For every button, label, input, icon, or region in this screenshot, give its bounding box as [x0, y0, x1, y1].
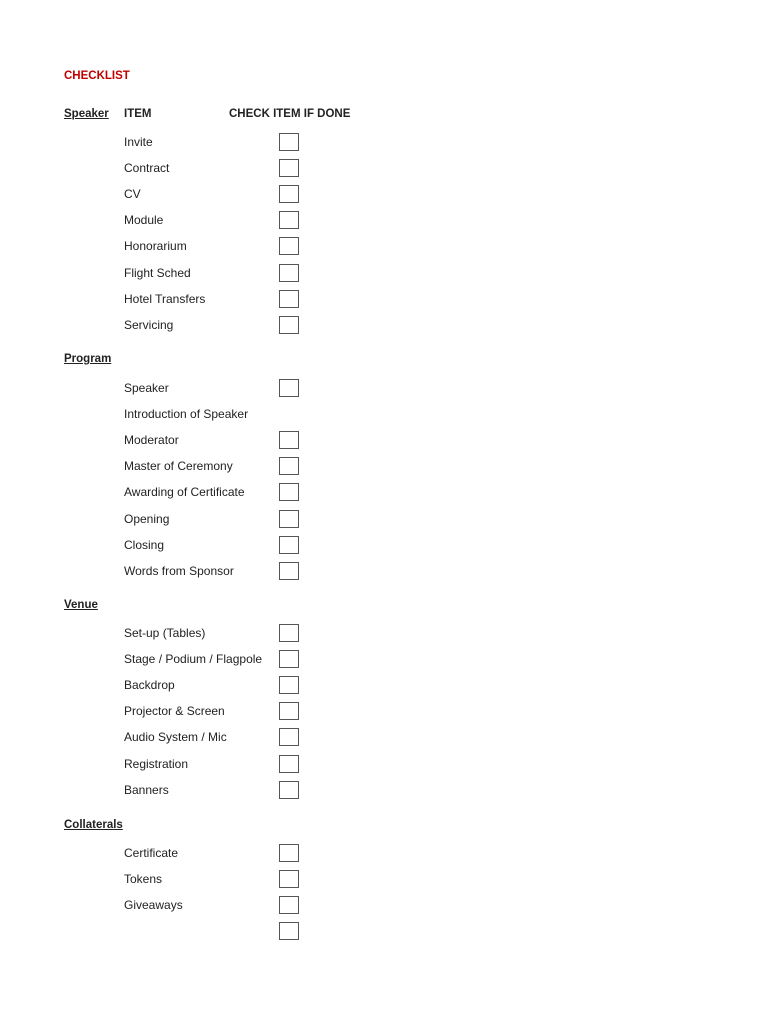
- checklist-item-label: Awarding of Certificate: [124, 485, 245, 499]
- checklist-item-label: Module: [124, 213, 164, 227]
- checklist-row: [0, 160, 768, 186]
- checklist-item-label: Contract: [124, 161, 170, 175]
- checklist-item-label: Giveaways: [124, 898, 183, 912]
- done-checkbox[interactable]: [279, 562, 299, 580]
- checklist-item-label: Invite: [124, 135, 153, 149]
- done-checkbox[interactable]: [279, 483, 299, 501]
- done-checkbox[interactable]: [279, 211, 299, 229]
- checklist-item-label: Certificate: [124, 846, 179, 860]
- checklist-row: [0, 511, 768, 537]
- section-heading-collaterals: Collaterals: [64, 819, 123, 831]
- done-checkbox[interactable]: [279, 379, 299, 397]
- checklist-row: [0, 291, 768, 317]
- checklist-row: [0, 265, 768, 291]
- checklist-item-label: Words from Sponsor: [124, 564, 234, 578]
- done-checkbox[interactable]: [279, 510, 299, 528]
- checklist-item-label: Closing: [124, 538, 165, 552]
- checklist-row: [0, 563, 768, 589]
- item-column-header: ITEM: [124, 108, 152, 120]
- checklist-item-label: Set-up (Tables): [124, 626, 206, 640]
- checklist-item-label: Master of Ceremony: [124, 459, 233, 473]
- done-checkbox[interactable]: [279, 316, 299, 334]
- checklist-row: [0, 871, 768, 897]
- checklist-item-label: Audio System / Mic: [124, 730, 227, 744]
- done-checkbox[interactable]: [279, 431, 299, 449]
- checklist-row: [0, 923, 768, 949]
- done-checkbox[interactable]: [279, 185, 299, 203]
- checklist-item-label: Projector & Screen: [124, 704, 225, 718]
- checklist-item-label: Registration: [124, 757, 189, 771]
- checklist-row: [0, 134, 768, 160]
- checklist-row: [0, 703, 768, 729]
- checklist-item-label: Tokens: [124, 872, 163, 886]
- checklist-row: [0, 186, 768, 212]
- checklist-row: [0, 677, 768, 703]
- checklist-row: [0, 238, 768, 264]
- done-checkbox[interactable]: [279, 781, 299, 799]
- done-checkbox[interactable]: [279, 755, 299, 773]
- done-checkbox[interactable]: [279, 896, 299, 914]
- checklist-item-label: Introduction of Speaker: [124, 407, 249, 421]
- check-column-header: CHECK ITEM IF DONE: [229, 108, 351, 120]
- checklist-item-label: Flight Sched: [124, 266, 191, 280]
- done-checkbox[interactable]: [279, 159, 299, 177]
- checklist-item-label: Moderator: [124, 433, 179, 447]
- done-checkbox[interactable]: [279, 650, 299, 668]
- checklist-row: [0, 317, 768, 343]
- done-checkbox[interactable]: [279, 624, 299, 642]
- section-heading-program: Program: [64, 353, 112, 365]
- checklist-row: [0, 406, 768, 432]
- checklist-row: [0, 756, 768, 782]
- checklist-row: [0, 625, 768, 651]
- done-checkbox[interactable]: [279, 237, 299, 255]
- checklist-row: [0, 212, 768, 238]
- done-checkbox[interactable]: [279, 676, 299, 694]
- section-heading-speaker: Speaker: [64, 108, 109, 120]
- done-checkbox[interactable]: [279, 536, 299, 554]
- section-heading-venue: Venue: [64, 599, 98, 611]
- checklist-title: CHECKLIST: [64, 70, 130, 82]
- checklist-item-label: Hotel Transfers: [124, 292, 206, 306]
- checklist-item-label: Opening: [124, 512, 170, 526]
- done-checkbox[interactable]: [279, 457, 299, 475]
- checklist-item-label: Honorarium: [124, 239, 187, 253]
- done-checkbox[interactable]: [279, 702, 299, 720]
- checklist-row: [0, 484, 768, 510]
- checklist-row: [0, 651, 768, 677]
- done-checkbox[interactable]: [279, 133, 299, 151]
- checklist-row: [0, 782, 768, 808]
- done-checkbox[interactable]: [279, 290, 299, 308]
- checklist-item-label: Stage / Podium / Flagpole: [124, 652, 263, 666]
- checklist-item-label: Backdrop: [124, 678, 175, 692]
- checklist-row: [0, 432, 768, 458]
- checklist-item-label: Banners: [124, 783, 169, 797]
- done-checkbox[interactable]: [279, 844, 299, 862]
- checklist-item-label: Speaker: [124, 381, 169, 395]
- done-checkbox[interactable]: [279, 922, 299, 940]
- checklist-item-label: CV: [124, 187, 141, 201]
- checklist-row: [0, 729, 768, 755]
- checklist-row: [0, 845, 768, 871]
- checklist-row: [0, 458, 768, 484]
- checklist-row: [0, 380, 768, 406]
- done-checkbox[interactable]: [279, 264, 299, 282]
- checklist-item-label: Servicing: [124, 318, 174, 332]
- done-checkbox[interactable]: [279, 870, 299, 888]
- checklist-row: [0, 537, 768, 563]
- done-checkbox[interactable]: [279, 728, 299, 746]
- checklist-row: [0, 897, 768, 923]
